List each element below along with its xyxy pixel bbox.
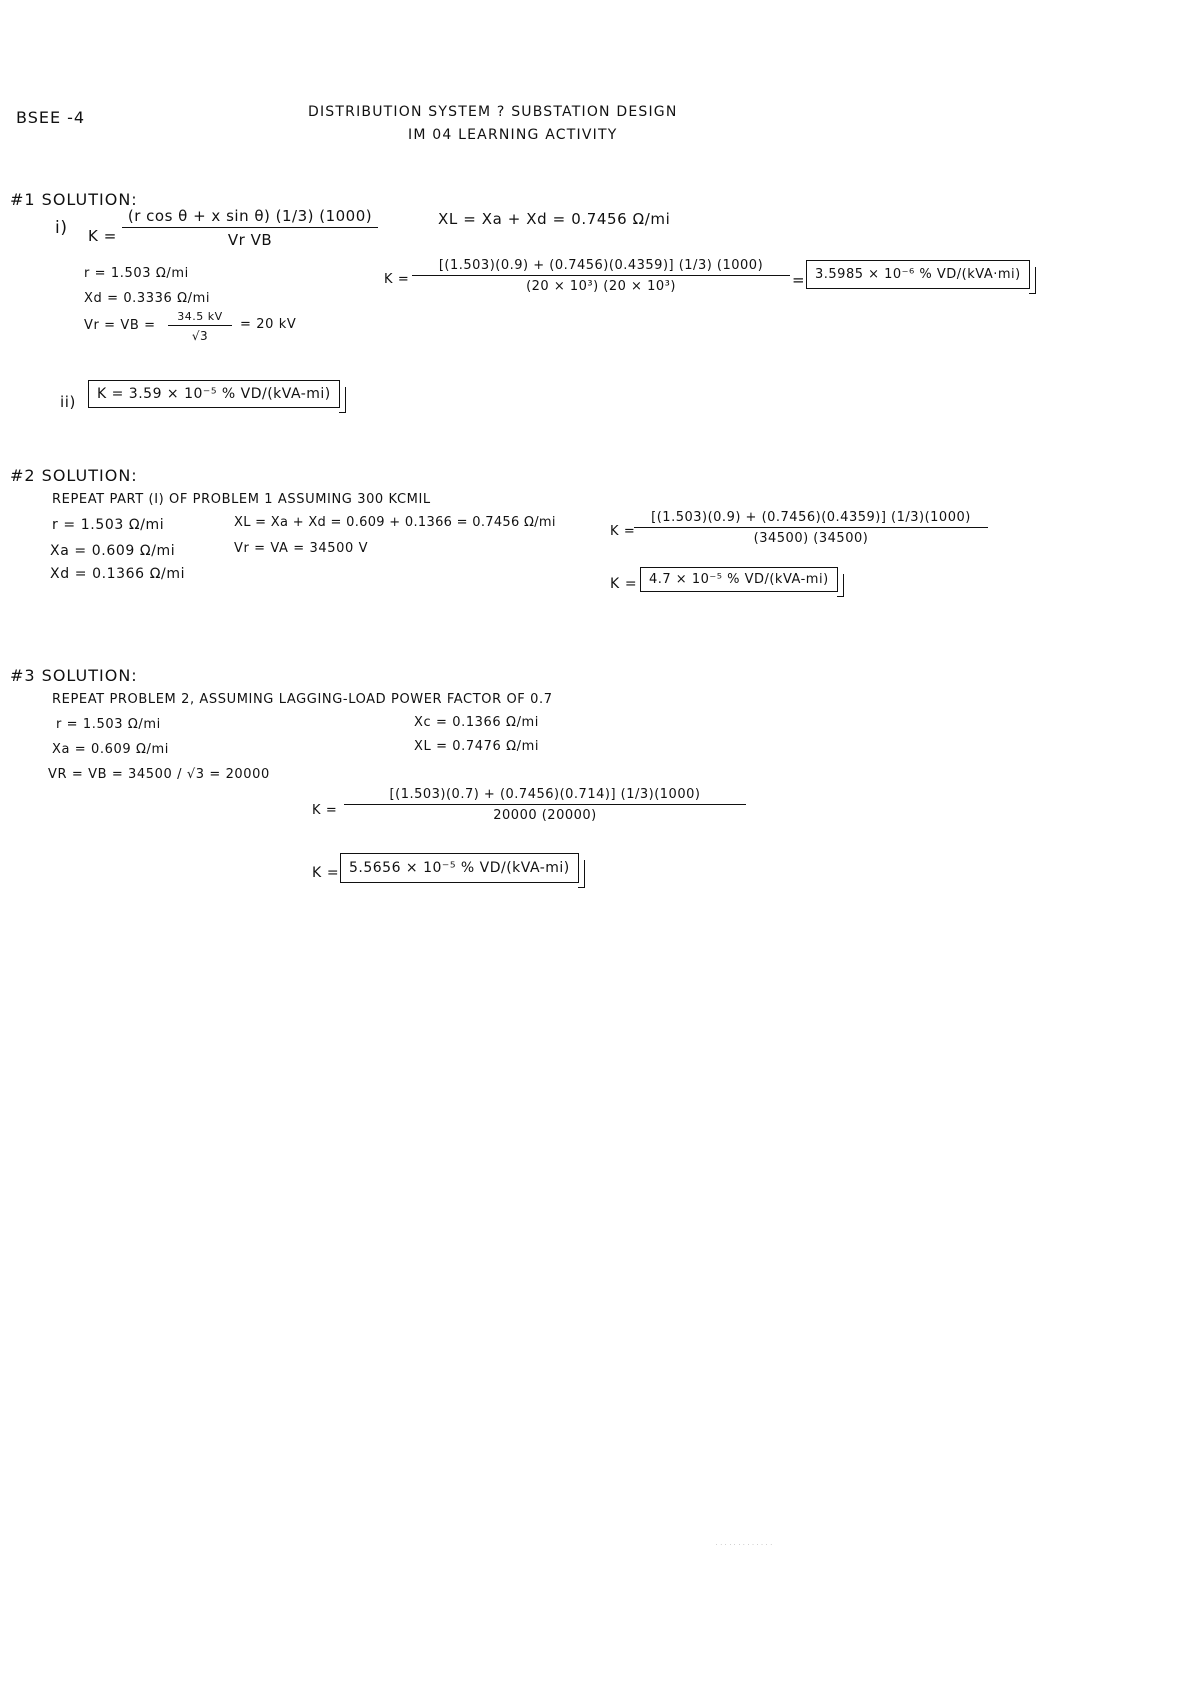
problem3-calc-denominator: 20000 (20000) (493, 808, 597, 823)
problem3-result-lhs: K = (312, 865, 340, 881)
problem3-xa-value: Xa = 0.609 Ω/mi (52, 742, 169, 757)
problem1-heading: #1 SOLUTION: (10, 190, 138, 209)
problem1-vr-rhs: = 20 kV (240, 317, 297, 332)
problem2-xd-value: Xd = 0.1366 Ω/mi (50, 566, 186, 582)
problem1-calc-numerator: [(1.503)(0.9) + (0.7456)(0.4359)] (1/3) (1000) (412, 258, 790, 276)
problem1-formula-lhs: K = (88, 227, 117, 245)
problem2-statement: REPEAT PART (I) OF PROBLEM 1 ASSUMING 300 KCMIL (52, 492, 431, 507)
problem2-vr-equation: Vr = VA = 34500 V (234, 541, 369, 556)
problem1-part-i-label: i) (55, 218, 68, 238)
problem1-final-answer: 3.5985 × 10⁻⁶ % VD/(kVA·mi) (806, 260, 1030, 289)
problem2-r-value: r = 1.503 Ω/mi (52, 517, 165, 533)
problem2-heading: #2 SOLUTION: (10, 466, 138, 485)
problem3-statement: REPEAT PROBLEM 2, ASSUMING LAGGING-LOAD POWER FACTOR OF 0.7 (52, 692, 553, 707)
problem2-result-lhs: K = (610, 576, 638, 592)
problem2-calc-lhs: K = (610, 524, 636, 539)
problem3-final-answer: 5.5656 × 10⁻⁵ % VD/(kVA-mi) (340, 853, 579, 883)
problem3-calc (344, 787, 746, 823)
problem2-xl-equation: XL = Xa + Xd = 0.609 + 0.1366 = 0.7456 Ω/mi (234, 515, 556, 530)
problem2-final-answer: 4.7 × 10⁻⁵ % VD/(kVA-mi) (640, 567, 838, 592)
problem1-part-ii-label: ii) (60, 393, 76, 411)
problem1-formula (122, 207, 378, 249)
problem1-vr-lhs: Vr = VB = (84, 318, 156, 333)
problem3-xl-value: XL = 0.7476 Ω/mi (414, 739, 540, 754)
problem2-calc-numerator: [(1.503)(0.9) + (0.7456)(0.4359)] (1/3)(1000) (634, 510, 988, 528)
problem2-xa-value: Xa = 0.609 Ω/mi (50, 543, 176, 559)
course-code: BSEE -4 (16, 108, 86, 127)
problem1-part-ii-answer: K = 3.59 × 10⁻⁵ % VD/(kVA-mi) (88, 380, 340, 408)
problem1-formula-numerator: (r cos θ + x sin θ) (1/3) (1000) (122, 207, 378, 228)
problem1-vr-denominator: √3 (191, 329, 209, 343)
problem1-vr-fraction (168, 310, 232, 343)
problem3-calc-lhs: K = (312, 803, 338, 818)
footer-scan-mark: · · · · · · · · · · · · · (716, 1542, 773, 1547)
problem1-formula-denominator: Vr VB (227, 231, 273, 249)
problem3-heading: #3 SOLUTION: (10, 666, 138, 685)
problem1-vr-numerator: 34.5 kV (168, 310, 232, 326)
problem1-calc-denominator: (20 × 10³) (20 × 10³) (526, 279, 676, 294)
document-title: DISTRIBUTION SYSTEM ? SUBSTATION DESIGN (308, 104, 678, 120)
problem2-calc (634, 510, 988, 546)
problem3-v-equation: VR = VB = 34500 / √3 = 20000 (48, 767, 270, 782)
document-subtitle: IM 04 LEARNING ACTIVITY (408, 127, 618, 143)
problem1-calc-equals: = (792, 271, 806, 289)
problem1-r-value: r = 1.503 Ω/mi (84, 266, 189, 281)
problem3-r-value: r = 1.503 Ω/mi (56, 717, 161, 732)
problem1-calc-lhs: K = (384, 272, 410, 287)
problem1-xl-equation: XL = Xa + Xd = 0.7456 Ω/mi (438, 210, 671, 228)
problem2-calc-denominator: (34500) (34500) (753, 531, 869, 546)
problem1-xd-value: Xd = 0.3336 Ω/mi (84, 291, 211, 306)
problem1-calc (412, 258, 790, 294)
problem3-xc-value: Xc = 0.1366 Ω/mi (414, 715, 540, 730)
problem3-calc-numerator: [(1.503)(0.7) + (0.7456)(0.714)] (1/3)(1000) (344, 787, 746, 805)
